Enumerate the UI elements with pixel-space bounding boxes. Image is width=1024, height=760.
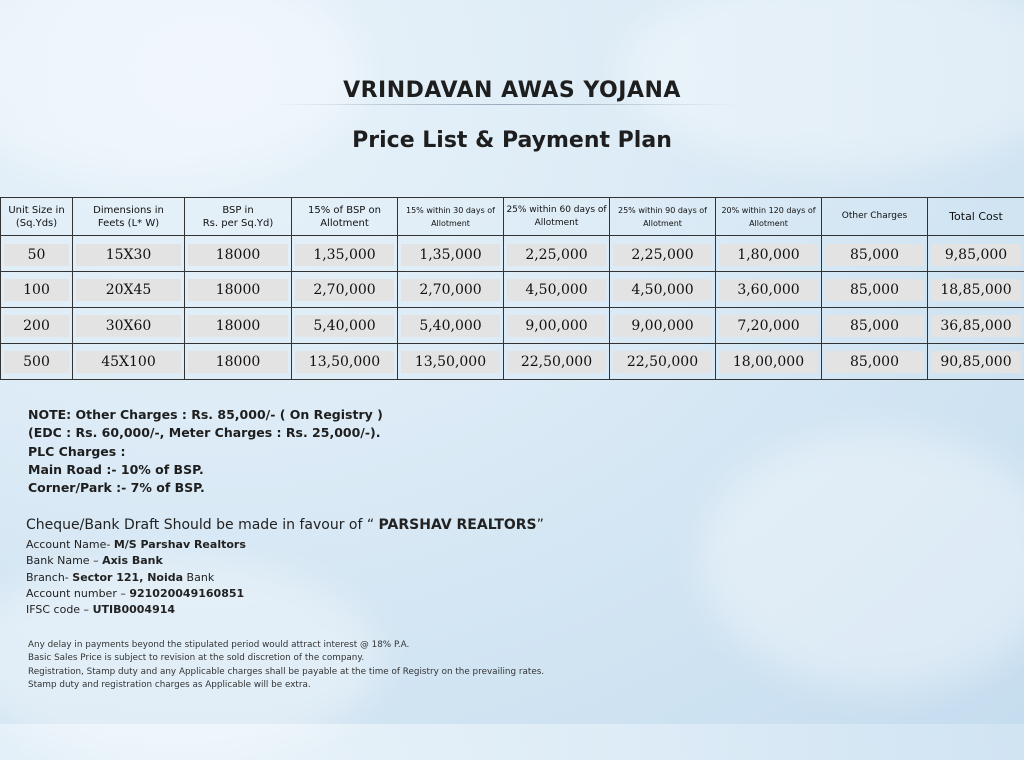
table-header-row: [1, 198, 1024, 236]
table-cell: 4,50,000: [504, 272, 610, 308]
table-cell: 2,70,000: [398, 272, 504, 308]
header-total-cost: Total Cost: [928, 198, 1024, 236]
table-cell: 9,00,000: [504, 308, 610, 344]
header-allotment-15: 15% of BSP on Allotment: [292, 198, 398, 236]
header-unit-size: Unit Size in (Sq.Yds): [1, 198, 73, 236]
table-cell: 85,000: [822, 236, 928, 272]
note-line: Main Road :- 10% of BSP.: [28, 461, 383, 479]
branch-line: Branch- Sector 121, Noida Bank: [26, 570, 246, 586]
bank-name-line: Bank Name – Axis Bank: [26, 553, 246, 569]
page-title: VRINDAVAN AWAS YOJANA: [0, 78, 1024, 103]
table-row: [1, 344, 1024, 380]
note-line: NOTE: Other Charges : Rs. 85,000/- ( On Registry ): [28, 406, 383, 424]
price-table: [0, 197, 1024, 380]
header-bsp: BSP in Rs. per Sq.Yd): [185, 198, 292, 236]
table-cell: 500: [1, 344, 73, 380]
table-cell: 85,000: [822, 308, 928, 344]
table-cell: 15X30: [73, 236, 185, 272]
ifsc-line: IFSC code – UTIB0004914: [26, 602, 246, 618]
payee-name: PARSHAV REALTORS: [379, 517, 537, 533]
table-cell: 2,25,000: [504, 236, 610, 272]
page-subtitle: Price List & Payment Plan: [0, 128, 1024, 153]
table-cell: 9,00,000: [610, 308, 716, 344]
cheque-instruction: Cheque/Bank Draft Should be made in favour of “ PARSHAV REALTORS”: [26, 517, 544, 533]
table-cell: 50: [1, 236, 73, 272]
header-30-days: 15% within 30 days of Allotment: [398, 198, 504, 236]
table-cell: 200: [1, 308, 73, 344]
table-cell: 9,85,000: [928, 236, 1024, 272]
title-divider: [268, 104, 740, 105]
table-cell: 18000: [185, 344, 292, 380]
table-row: [1, 236, 1024, 272]
table-cell: 18000: [185, 308, 292, 344]
disclaimer-block: [28, 639, 544, 692]
header-other-charges: Other Charges: [822, 198, 928, 236]
bank-details: [26, 537, 246, 618]
table-cell: 85,000: [822, 272, 928, 308]
table-cell: 13,50,000: [292, 344, 398, 380]
table-row: [1, 272, 1024, 308]
disclaimer-line: Any delay in payments beyond the stipulated period would attract interest @ 18% P.A.: [28, 639, 544, 652]
table-cell: 22,50,000: [504, 344, 610, 380]
table-cell: 90,85,000: [928, 344, 1024, 380]
table-row: [1, 308, 1024, 344]
table-cell: 5,40,000: [292, 308, 398, 344]
table-cell: 1,35,000: [398, 236, 504, 272]
table-cell: 22,50,000: [610, 344, 716, 380]
table-cell: 4,50,000: [610, 272, 716, 308]
table-cell: 1,80,000: [716, 236, 822, 272]
header-90-days: 25% within 90 days of Allotment: [610, 198, 716, 236]
disclaimer-line: Basic Sales Price is subject to revision at the sold discretion of the company.: [28, 652, 544, 665]
table-cell: 2,25,000: [610, 236, 716, 272]
table-cell: 20X45: [73, 272, 185, 308]
disclaimer-line: Stamp duty and registration charges as Applicable will be extra.: [28, 679, 544, 692]
table-cell: 18000: [185, 236, 292, 272]
table-cell: 2,70,000: [292, 272, 398, 308]
note-line: (EDC : Rs. 60,000/-, Meter Charges : Rs. 25,000/-).: [28, 424, 383, 442]
account-name-line: Account Name- M/S Parshav Realtors: [26, 537, 246, 553]
header-dimensions: Dimensions in Feets (L* W): [73, 198, 185, 236]
disclaimer-line: Registration, Stamp duty and any Applicable charges shall be payable at the time of Registry on the prevailing rates.: [28, 666, 544, 679]
table-cell: 13,50,000: [398, 344, 504, 380]
account-number-line: Account number – 921020049160851: [26, 586, 246, 602]
table-cell: 18,85,000: [928, 272, 1024, 308]
table-cell: 30X60: [73, 308, 185, 344]
background-cloud: [700, 430, 1024, 690]
table-cell: 36,85,000: [928, 308, 1024, 344]
table-cell: 18,00,000: [716, 344, 822, 380]
table-cell: 1,35,000: [292, 236, 398, 272]
header-60-days: 25% within 60 days of Allotment: [504, 198, 610, 236]
table-cell: 100: [1, 272, 73, 308]
table-cell: 5,40,000: [398, 308, 504, 344]
table-cell: 85,000: [822, 344, 928, 380]
table-cell: 45X100: [73, 344, 185, 380]
note-line: Corner/Park :- 7% of BSP.: [28, 479, 383, 497]
note-line: PLC Charges :: [28, 443, 383, 461]
table-cell: 3,60,000: [716, 272, 822, 308]
header-120-days: 20% within 120 days of Allotment: [716, 198, 822, 236]
table-cell: 18000: [185, 272, 292, 308]
notes-block: [28, 406, 383, 497]
table-cell: 7,20,000: [716, 308, 822, 344]
